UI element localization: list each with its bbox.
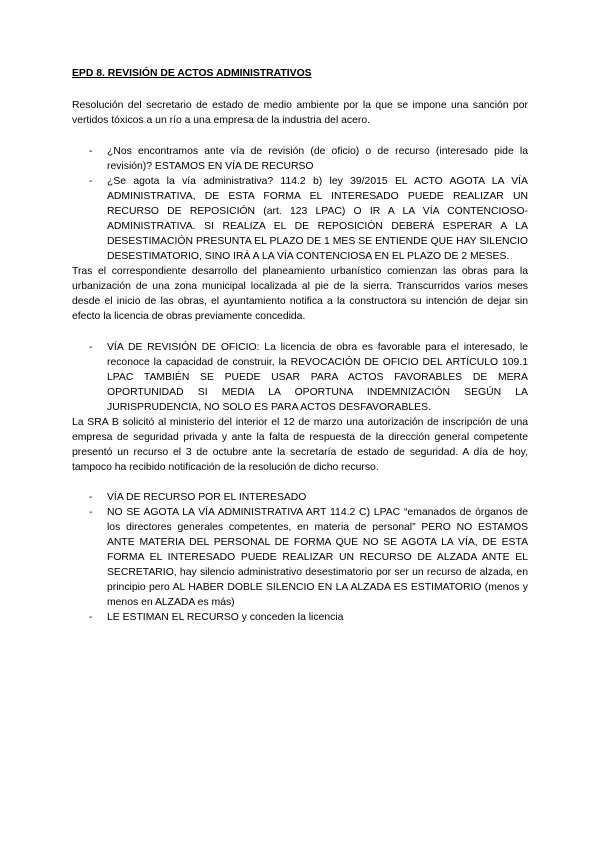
- case-1-answer-text: ¿Nos encontramos ante vía de revisión (de oficio) o de recurso (interesado pide la revisión)? ESTAMOS EN VÍA DE RECURSO: [107, 146, 528, 172]
- document-title: EPD 8. REVISIÓN DE ACTOS ADMINISTRATIVOS: [72, 68, 312, 79]
- case-3-statement: La SRA B solicitó al ministerio del interior el 12 de marzo una autorización de inscripción de una empresa de seguridad privada y ante la falta de respuesta de la dirección general competente presentó un recurso el 3 de octubre ante la secretaría de estado de seguridad. A día de hoy, tampoco ha recibido notificación de la resolución de dicho recurso.: [72, 417, 528, 473]
- case-2-answer-text: VÍA DE REVISIÓN DE OFICIO: La licencia de obra es favorable para el interesado, le reconoce la capacidad de construir, la REVOCACIÓN DE OFICIO DEL ARTÍCULO 109.1 LPAC TAMBIÉN SE PUEDE USAR PARA ACTOS FAVORABLES DE MERA OPORTUNIDAD SI MEDIA LA OPORTUNA INDEMNIZACIÓN SEGÚN LA JURISPRUDENCIA, NO SOLO ES PARA ACTOS DESFAVORABLES.: [107, 342, 528, 413]
- list-dash: -: [89, 507, 93, 518]
- case-3-answer-list: [72, 490, 528, 625]
- case-2-answer-list: [72, 340, 528, 415]
- case-3-answer-item: [72, 610, 528, 625]
- case-2-statement: Tras el correspondiente desarrollo del planeamiento urbanístico comienzan las obras para la urbanización de una zona municipal localizada al pie de la sierra. Transcurridos varios meses desde el inicio de las obras, el ayuntamiento notifica a la constructora su intención de dejar sin efecto la licencia de obras previamente concedida.: [72, 266, 528, 322]
- case-1-answer-item: [72, 144, 528, 174]
- case-2-answer-item: [72, 340, 528, 415]
- case-1-answer-item: [72, 174, 528, 264]
- case-1-answer-text: ¿Se agota la vía administrativa? 114.2 b) ley 39/2015 EL ACTO AGOTA LA VÍA ADMINISTRATIVA, DE ESTA FORMA EL INTERESADO PUEDE REALIZAR UN RECURSO DE REPOSICIÓN (art. 123 LPAC) O IR A LA VÍA CONTENCIOSO-ADMINISTRATIVA. SI REALIZA EL DE REPOSICIÓN DEBERÁ ESPERAR A LA DESESTIMACIÓN PRESUNTA EL PLAZO DE 1 MES SE ENTIENDE QUE HAY SILENCIO DESESTIMATORIO, SINO IRÁ A LA VÍA CONTENCIOSA EN EL PLAZO DE 2 MESES.: [107, 176, 528, 262]
- case-3-answer-text: LE ESTIMAN EL RECURSO y conceden la licencia: [107, 612, 344, 623]
- document-page: [72, 66, 528, 625]
- list-dash: -: [89, 176, 93, 187]
- case-3-answer-item: [72, 505, 528, 610]
- list-dash: -: [89, 492, 93, 503]
- case-3-answer-text: VÍA DE RECURSO POR EL INTERESADO: [107, 492, 307, 503]
- case-3-answer-text: NO SE AGOTA LA VÍA ADMINISTRATIVA ART 114.2 C) LPAC “emanados de órganos de los directores generales competentes, en materia de personal” PERO NO ESTAMOS ANTE MATERIA DEL PERSONAL DE FORMA QUE NO SE AGOTA LA VÍA, DE ESTA FORMA EL INTERESADO PUEDE REALIZAR UN RECURSO DE ALZADA ANTE EL SECRETARIO, hay silencio administrativo desestimatorio por ser un recurso de alzada, en principio pero AL HABER DOBLE SILENCIO EN LA ALZADA ES ESTIMATORIO (menos y menos en ALZADA es más): [107, 507, 528, 608]
- case-1-answer-list: [72, 144, 528, 264]
- list-dash: -: [89, 612, 93, 623]
- list-dash: -: [89, 146, 93, 157]
- list-dash: -: [89, 342, 93, 353]
- case-1-statement: Resolución del secretario de estado de medio ambiente por la que se impone una sanción por vertidos tóxicos a un río a una empresa de la industria del acero.: [72, 100, 528, 126]
- case-3-answer-item: [72, 490, 528, 505]
